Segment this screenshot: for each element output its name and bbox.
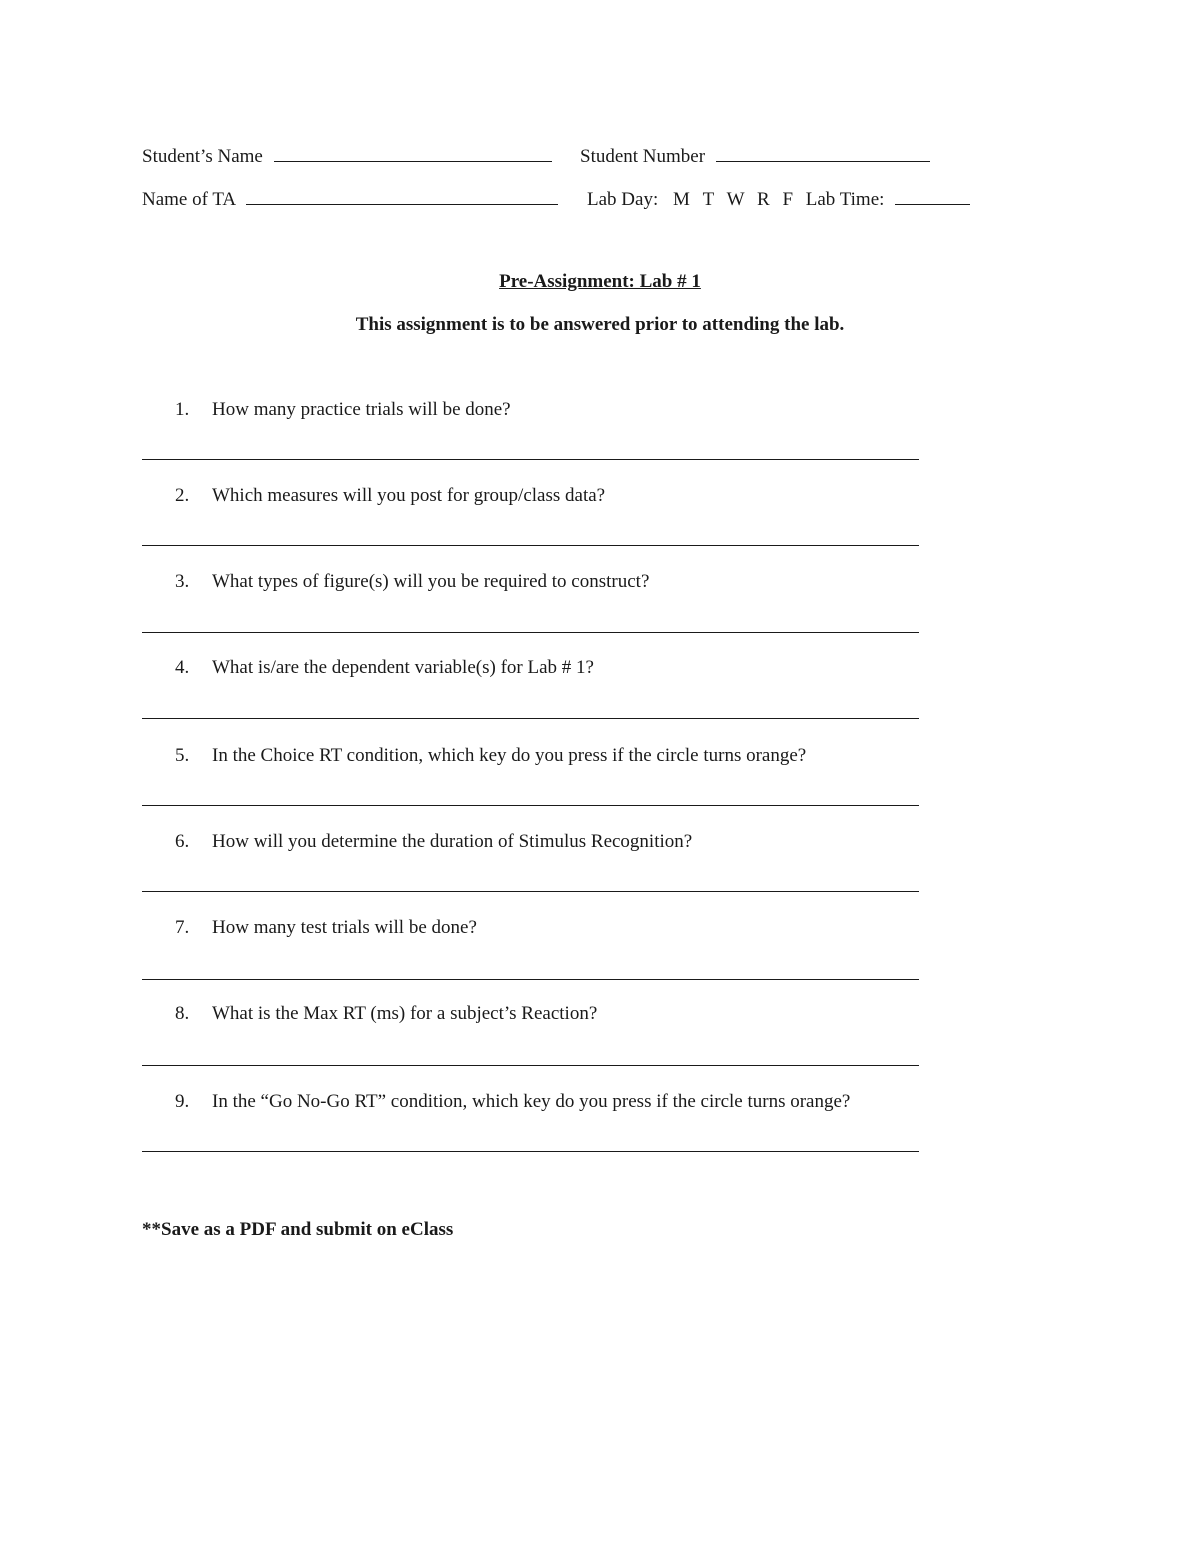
- question-text: What is/are the dependent variable(s) for Lab # 1?: [212, 657, 594, 678]
- student-name-row: [142, 143, 552, 168]
- student-number-field[interactable]: [716, 143, 930, 162]
- assignment-subheading: This assignment is to be answered prior to attending the lab.: [355, 314, 845, 335]
- lab-time-field[interactable]: [895, 186, 970, 205]
- answer-line[interactable]: [142, 718, 919, 719]
- lab-day-friday[interactable]: F: [782, 189, 794, 210]
- question-number: 7.: [175, 917, 190, 938]
- answer-line[interactable]: [142, 891, 919, 892]
- question-text: How many test trials will be done?: [212, 917, 477, 938]
- question-text: In the Choice RT condition, which key do you press if the circle turns orange?: [212, 745, 807, 766]
- answer-line[interactable]: [142, 1151, 919, 1152]
- student-number-row: [580, 143, 930, 168]
- question-text: How will you determine the duration of Stimulus Recognition?: [212, 831, 693, 852]
- question-number: 1.: [175, 399, 190, 420]
- answer-line[interactable]: [142, 1065, 919, 1066]
- question-text: Which measures will you post for group/class data?: [212, 485, 606, 506]
- lab-day-tuesday[interactable]: T: [702, 189, 714, 210]
- ta-name-field[interactable]: [246, 186, 558, 205]
- answer-line[interactable]: [142, 545, 919, 546]
- ta-name-label: Name of TA: [142, 189, 236, 210]
- question-text: How many practice trials will be done?: [212, 399, 511, 420]
- lab-time-label: Lab Time:: [805, 189, 885, 210]
- answer-line[interactable]: [142, 632, 919, 633]
- question-number: 9.: [175, 1091, 190, 1112]
- lab-day-monday[interactable]: M: [672, 189, 690, 210]
- assignment-heading-text: Pre-Assignment: Lab # 1: [499, 271, 701, 292]
- answer-line[interactable]: [142, 805, 919, 806]
- question-text: What types of figure(s) will you be required to construct?: [212, 571, 650, 592]
- question-text: In the “Go No-Go RT” condition, which key do you press if the circle turns orange?: [212, 1091, 851, 1112]
- question-number: 3.: [175, 571, 190, 592]
- question-text: What is the Max RT (ms) for a subject’s Reaction?: [212, 1003, 598, 1024]
- question-number: 6.: [175, 831, 190, 852]
- assignment-heading: [0, 271, 1200, 293]
- submission-note: **Save as a PDF and submit on eClass: [142, 1219, 454, 1240]
- student-name-label: Student’s Name: [142, 146, 263, 167]
- lab-day-thursday[interactable]: R: [757, 189, 770, 210]
- ta-name-row: [142, 186, 558, 211]
- lab-day-row: [587, 186, 970, 211]
- student-number-label: Student Number: [580, 146, 706, 167]
- question-number: 8.: [175, 1003, 190, 1024]
- question-number: 2.: [175, 485, 190, 506]
- answer-line[interactable]: [142, 459, 919, 460]
- student-name-field[interactable]: [274, 143, 552, 162]
- lab-day-label: Lab Day:: [587, 189, 659, 210]
- question-number: 5.: [175, 745, 190, 766]
- question-number: 4.: [175, 657, 190, 678]
- answer-line[interactable]: [142, 979, 919, 980]
- lab-day-wednesday[interactable]: W: [726, 189, 745, 210]
